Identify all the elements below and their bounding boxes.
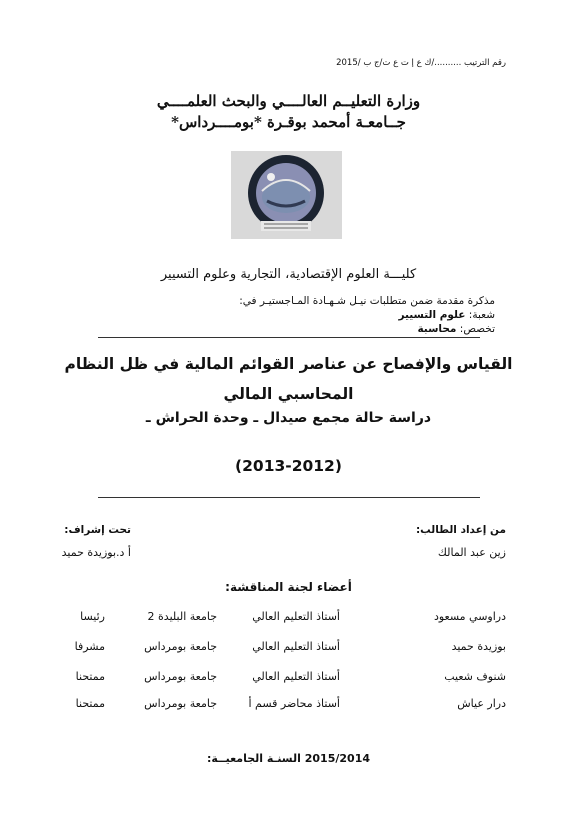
member-name: دراوسي مسعود [433,610,506,623]
member-rank: أستاذ التعليم العالي [252,670,340,683]
memo-block [239,294,495,336]
member-rank: أستاذ التعليم العالي [252,610,340,623]
memo-intro: مذكرة مقدمة ضمن متطلبات نيـل شـهـادة المـاجستيـر في: [239,295,495,307]
committee-row [0,640,577,658]
study-period: (2013-2012) [235,457,342,475]
member-name: بوزيدة حميد [451,640,506,653]
memo-branch [239,308,495,322]
committee-row [0,610,577,628]
student-label: من إعداد الطالب: [415,524,506,536]
member-role: رئيسا [80,610,105,623]
divider-bottom [98,497,480,498]
specialization-label: تخصص: [459,323,495,335]
header-institution [0,91,577,133]
member-name: درار عياش [457,697,506,710]
case-study: دراسة حالة مجمع صيدال ـ وحدة الحراش ـ [145,410,432,426]
committee-row [0,697,577,715]
thesis-title-line1: القياس والإفصاح عن عناصر القوائم المالية في ظل النظام [64,355,513,373]
reference-number: رقم الترتيب ........../ك ع إ ت ع ت/ج ب /2015 [336,58,506,68]
ministry-name: وزارة التعليــم العالــــي والبحث العلمــــي [156,92,421,110]
member-rank: أستاذ التعليم العالي [252,640,340,653]
member-university: جامعة بومرداس [144,697,217,710]
thesis-title [0,349,577,409]
academic-year [0,752,577,765]
member-role: ممتحنا [75,697,105,710]
member-rank: أستاذ محاضر قسم أ [248,697,340,710]
academic-year-value: 2015/2014 [304,752,370,765]
university-logo [231,151,342,239]
member-university: جامعة بومرداس [144,640,217,653]
member-name: شنوف شعيب [444,670,506,683]
supervisor-label: تحت إشراف: [64,524,131,536]
member-role: ممتحنا [75,670,105,683]
member-university: جامعة بومرداس [144,670,217,683]
committee-title: أعضاء لجنة المناقشة: [225,580,352,594]
thesis-title-line2: المحاسبي المالي [223,385,354,403]
divider-top [98,337,480,338]
student-name: زين عبد المالك [437,546,506,559]
member-university: جامعة البليدة 2 [147,610,217,623]
academic-year-label: السنـة الجامعيــة: [207,752,301,765]
supervisor-name: أ د.بوزيدة حميد [61,546,131,559]
specialization-value: محاسبة [417,323,457,335]
member-role: مشرفا [74,640,105,653]
branch-value: علوم التسيير [398,309,466,321]
committee-row [0,670,577,688]
branch-label: شعبة: [468,309,495,321]
university-logo-graphic [231,151,342,239]
faculty-name: كليـــة العلوم الإقتصادية، التجارية وعلوم التسيير [160,267,417,282]
university-name: جــامعـة أمحمد بوقـرة *بومــــرداس* [171,113,406,131]
memo-specialization [239,322,495,336]
